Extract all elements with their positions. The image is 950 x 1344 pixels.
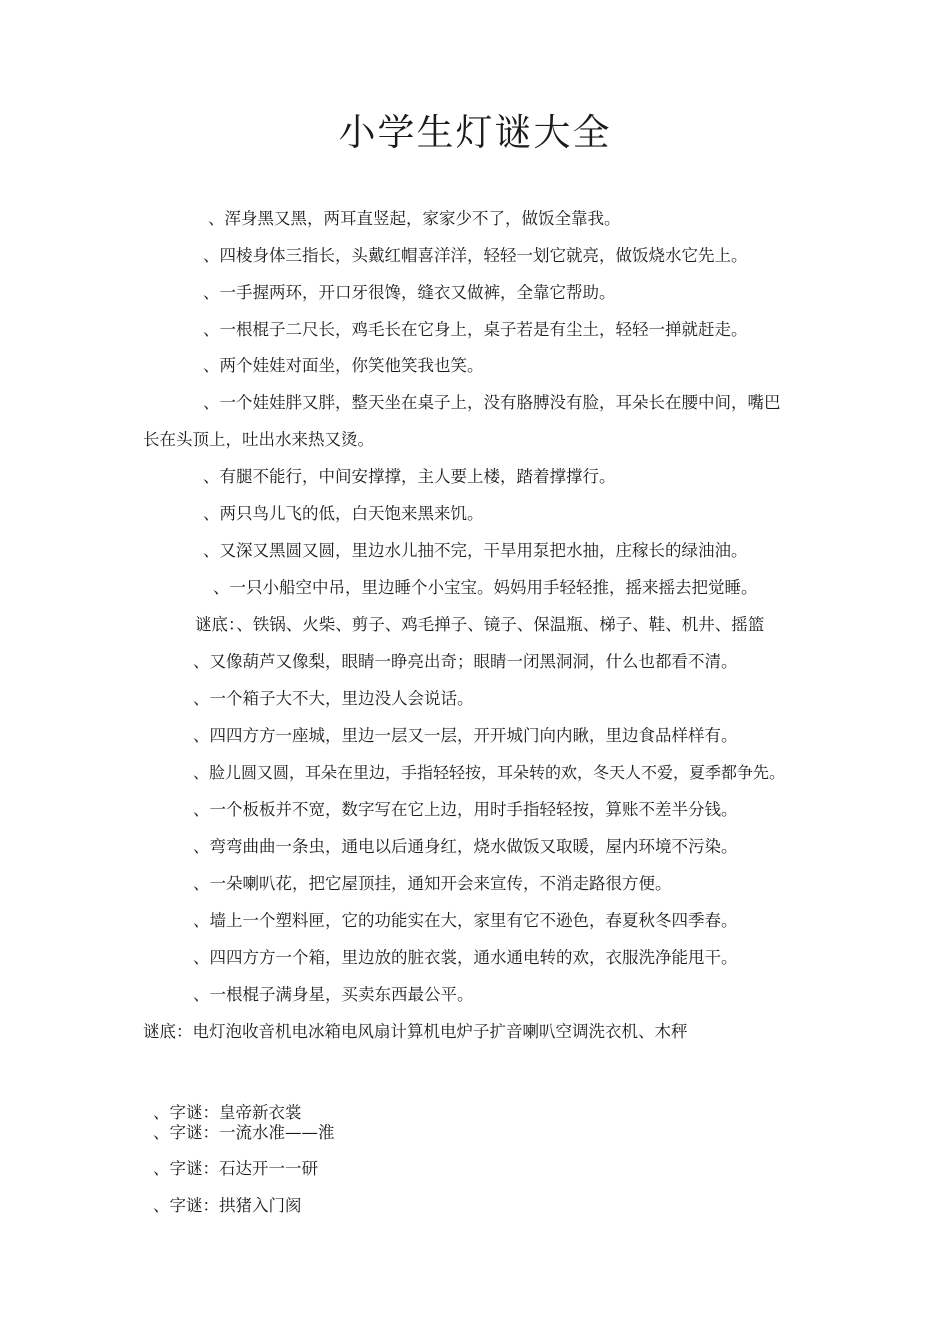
riddle-line: 、四四方方一座城，里边一层又一层，开开城门向内瞅，里边食品样样有。 [193, 726, 738, 745]
riddle-line: 、一只小船空中吊，里边睡个小宝宝。妈妈用手轻轻推，摇来摇去把觉睡。 [213, 578, 758, 597]
word-riddle-line: 、字谜：皇帝新衣裳 [153, 1103, 302, 1122]
riddle-line: 、一个板板并不宽，数字写在它上边，用时手指轻轻按，算账不差半分钱。 [193, 800, 738, 819]
riddle-line: 、两只鸟儿飞的低，白天饱来黑来饥。 [203, 504, 484, 523]
riddle-line: 、又深又黑圆又圆，里边水儿抽不完，干旱用泵把水抽，庄稼长的绿油油。 [203, 541, 748, 560]
riddle-line: 、一个娃娃胖又胖，整天坐在桌子上，没有胳膊没有脸，耳朵长在腰中间，嘴巴 [203, 393, 781, 412]
riddle-line: 、墙上一个塑料匣，它的功能实在大，家里有它不逊色，春夏秋冬四季春。 [193, 911, 738, 930]
riddle-line: 、脸儿圆又圆，耳朵在里边，手指轻轻按，耳朵转的欢，冬天人不爱，夏季都争先。 [193, 763, 786, 782]
riddle-line: 、有腿不能行，中间安撑撑，主人要上楼，踏着撑撑行。 [203, 467, 616, 486]
riddle-line: 、四棱身体三指长，头戴红帽喜洋洋，轻轻一划它就亮，做饭烧水它先上。 [203, 246, 748, 265]
word-riddle-line: 、字谜：拱猪入门阂 [153, 1196, 302, 1215]
page-title: 小学生灯谜大全 [338, 111, 612, 154]
riddle-line: 、四四方方一个箱，里边放的脏衣裳，通水通电转的欢，衣服洗净能甩干。 [193, 948, 738, 967]
riddle-line: 、一根棍子二尺长，鸡毛长在它身上，桌子若是有尘土，轻轻一掸就赶走。 [203, 320, 748, 339]
answer-line: 谜底：电灯泡收音机电冰箱电风扇计算机电炉子扩音喇叭空调洗衣机、木秤 [143, 1022, 688, 1041]
riddle-line: 、一个箱子大不大，里边没人会说话。 [193, 689, 474, 708]
answer-line: 谜底：、铁锅、火柴、剪子、鸡毛掸子、镜子、保温瓶、梯子、鞋、机井、摇篮 [195, 615, 765, 634]
word-riddle-line: 、字谜：石达开一一研 [153, 1159, 318, 1178]
riddle-line: 、两个娃娃对面坐，你笑他笑我也笑。 [203, 356, 484, 375]
riddle-line: 、浑身黑又黑，两耳直竖起，家家少不了，做饭全靠我。 [208, 209, 621, 228]
riddle-line: 、一手握两环，开口牙很馋，缝衣又做裤，全靠它帮助。 [203, 283, 616, 302]
word-riddle-line: 、字谜：一流水准——淮 [153, 1123, 335, 1142]
riddle-line: 、弯弯曲曲一条虫，通电以后通身红，烧水做饭又取暖，屋内环境不污染。 [193, 837, 738, 856]
riddle-line: 、一根棍子满身星，买卖东西最公平。 [193, 985, 474, 1004]
riddle-line: 、一朵喇叭花，把它屋顶挂，通知开会来宣传，不消走路很方便。 [193, 874, 672, 893]
riddle-line: 、又像葫芦又像梨，眼睛一睁亮出奇；眼睛一闭黑洞洞，什么也都看不清。 [193, 652, 738, 671]
riddle-line: 长在头顶上，吐出水来热又烫。 [143, 430, 374, 449]
